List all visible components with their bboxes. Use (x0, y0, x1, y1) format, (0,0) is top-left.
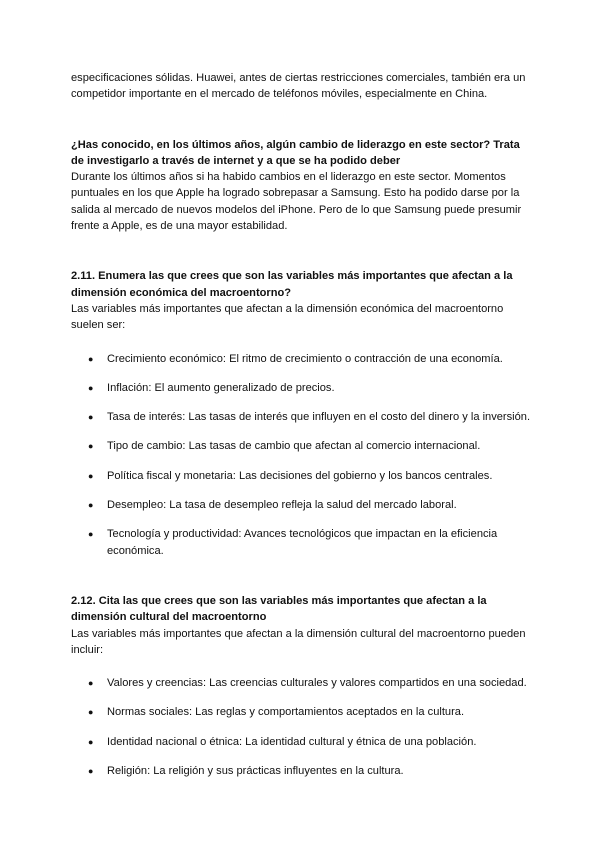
list-item (71, 438, 531, 454)
section-question: ¿Has conocido, en los últimos años, algún cambio de liderazgo en este sector? Trata de investigarlo a través de internet y a que se ha podido deber (71, 138, 520, 167)
spacer (71, 559, 531, 593)
spacer (71, 234, 531, 268)
section-question: 2.11. Enumera las que crees que son las variables más importantes que afectan a la dimensión económica del macroentorno? (71, 270, 513, 299)
list-item-text: Normas sociales: Las reglas y comportamientos aceptados en la cultura. (107, 706, 465, 719)
bullet-icon: ● (88, 766, 94, 777)
bullet-icon: ● (88, 678, 94, 689)
list-item (71, 526, 531, 559)
list-item-text: Tipo de cambio: Las tasas de cambio que afectan al comercio internacional. (107, 440, 481, 453)
list-item (71, 497, 531, 513)
section-lead: Las variables más importantes que afectan a la dimensión cultural del macroentorno pueden incluir: (71, 627, 526, 656)
list-item-text: Valores y creencias: Las creencias culturales y valores compartidos en una sociedad. (107, 677, 527, 690)
section-lead: Las variables más importantes que afectan a la dimensión económica del macroentorno suelen ser: (71, 302, 504, 332)
section-cultural-variables (71, 593, 531, 779)
list-item-text: Religión: La religión y sus prácticas influyentes en la cultura. (107, 765, 404, 778)
economic-variables-list (71, 351, 531, 559)
list-item-text: Identidad nacional o étnica: La identidad cultural y étnica de una población. (107, 735, 477, 748)
list-item-text: Crecimiento económico: El ritmo de crecimiento o contracción de una economía. (107, 352, 503, 365)
list-item (71, 675, 531, 691)
bullet-icon: ● (88, 412, 94, 423)
bullet-icon: ● (88, 382, 94, 393)
section-leadership-change (71, 137, 531, 235)
section-answer: Durante los últimos años si ha habido cambios en el liderazgo en este sector. Momentos puntuales en los que Apple ha logrado sobrepasar a Samsung. Esto ha podido darse por la salida al mercado de nuevos modelos del iPhone. Pero de lo que Samsung puede presumir frente a Apple, es de una mayor estabilidad. (71, 171, 522, 233)
section-economic-variables (71, 268, 531, 559)
bullet-icon: ● (88, 470, 94, 481)
list-item-text: Tecnología y productividad: Avances tecnológicos que impactan en la eficiencia económica. (107, 528, 498, 557)
list-item-text: Inflación: El aumento generalizado de precios. (107, 381, 335, 394)
list-item (71, 380, 531, 396)
list-item (71, 734, 531, 750)
cultural-variables-list (71, 675, 531, 779)
list-item (71, 351, 531, 367)
list-item (71, 468, 531, 484)
list-item (71, 704, 531, 720)
list-item (71, 409, 531, 425)
list-item-text: Desempleo: La tasa de desempleo refleja la salud del mercado laboral. (107, 499, 457, 512)
bullet-icon: ● (88, 353, 94, 364)
intro-paragraph: especificaciones sólidas. Huawei, antes de ciertas restricciones comerciales, también era un competidor importante en el mercado de teléfonos móviles, especialmente en China. (71, 72, 526, 101)
list-item (71, 763, 531, 779)
bullet-icon: ● (88, 529, 94, 540)
list-item-text: Política fiscal y monetaria: Las decisiones del gobierno y los bancos centrales. (107, 469, 493, 482)
spacer (71, 103, 531, 137)
document-page (71, 70, 531, 779)
list-item-text: Tasa de interés: Las tasas de interés que influyen en el costo del dinero y la inversión. (107, 411, 531, 424)
bullet-icon: ● (88, 441, 94, 452)
section-question: 2.12. Cita las que crees que son las variables más importantes que afectan a la dimensión cultural del macroentorno (71, 594, 487, 624)
bullet-icon: ● (88, 736, 94, 747)
bullet-icon: ● (88, 500, 94, 511)
bullet-icon: ● (88, 707, 94, 718)
